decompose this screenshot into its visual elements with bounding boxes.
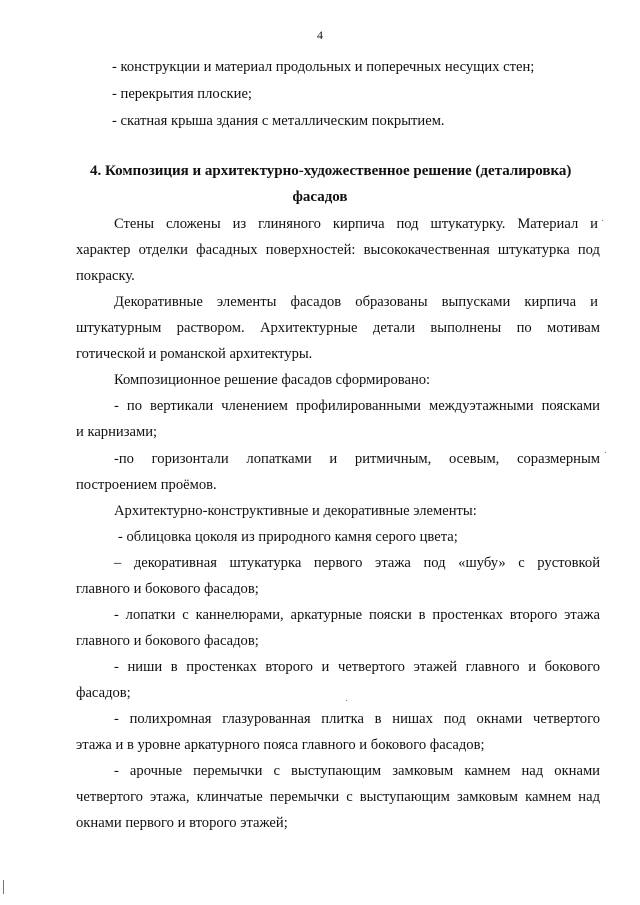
list-item: - перекрытия плоские;	[112, 86, 252, 102]
paragraph-line: Архитектурно-конструктивные и декоративные элементы:	[114, 503, 477, 519]
paragraph-line: - ниши в простенках второго и четвертого этажей главного и бокового	[114, 659, 600, 675]
paragraph-line: покраску.	[76, 268, 135, 284]
paragraph-line: – декоративная штукатурка первого этажа под «шубу» с рустовкой	[114, 555, 600, 571]
scan-speck	[602, 220, 603, 221]
paragraph-line: главного и бокового фасадов;	[76, 581, 259, 597]
paragraph-line: -по горизонтали лопатками и ритмичным, осевым, соразмерным	[114, 451, 600, 467]
paragraph-line: построением проёмов.	[76, 477, 217, 493]
list-item: - скатная крыша здания с металлическим покрытием.	[112, 113, 445, 129]
paragraph-line: Декоративные элементы фасадов образованы выпусками кирпича и	[114, 294, 598, 310]
paragraph-line: четвертого этажа, клинчатые перемычки с выступающим замковым камнем над	[76, 789, 600, 805]
paragraph-line: Композиционное решение фасадов сформировано:	[114, 372, 431, 388]
paragraph-line: - облицовка цоколя из природного камня серого цвета;	[118, 529, 458, 545]
paragraph-line: этажа и в уровне аркатурного пояса главного и бокового фасадов;	[76, 737, 485, 753]
section-heading-line2: фасадов	[292, 189, 348, 205]
paragraph-line: - по вертикали членением профилированными междуэтажными поясками	[114, 398, 600, 414]
paragraph-line: Стены сложены из глиняного кирпича под штукатурку. Материал и	[114, 216, 598, 232]
scan-speck	[605, 452, 606, 453]
scan-speck	[3, 880, 4, 894]
paragraph-line: - арочные перемычки с выступающим замковым камнем над окнами	[114, 763, 600, 779]
paragraph-line: - полихромная глазурованная плитка в нишах под окнами четвертого	[114, 711, 600, 727]
paragraph-line: - лопатки с каннелюрами, аркатурные пояски в простенках второго этажа	[114, 607, 600, 623]
paragraph-line: штукатурным раствором. Архитектурные детали выполнены по мотивам	[76, 320, 600, 336]
section-heading-line1: 4. Композиция и архитектурно-художественное решение (деталировка)	[90, 163, 572, 179]
page-number: 4	[317, 28, 323, 42]
paragraph-line: главного и бокового фасадов;	[76, 633, 259, 649]
list-item: - конструкции и материал продольных и поперечных несущих стен;	[112, 59, 535, 75]
paragraph-line: и карнизами;	[76, 424, 158, 440]
scan-speck	[346, 700, 347, 701]
paragraph-line: готической и романской архитектуры.	[76, 346, 313, 362]
paragraph-line: окнами первого и второго этажей;	[76, 815, 288, 831]
paragraph-line: фасадов;	[76, 685, 131, 701]
paragraph-line: характер отделки фасадных поверхностей: высококачественная штукатурка под	[76, 242, 600, 258]
